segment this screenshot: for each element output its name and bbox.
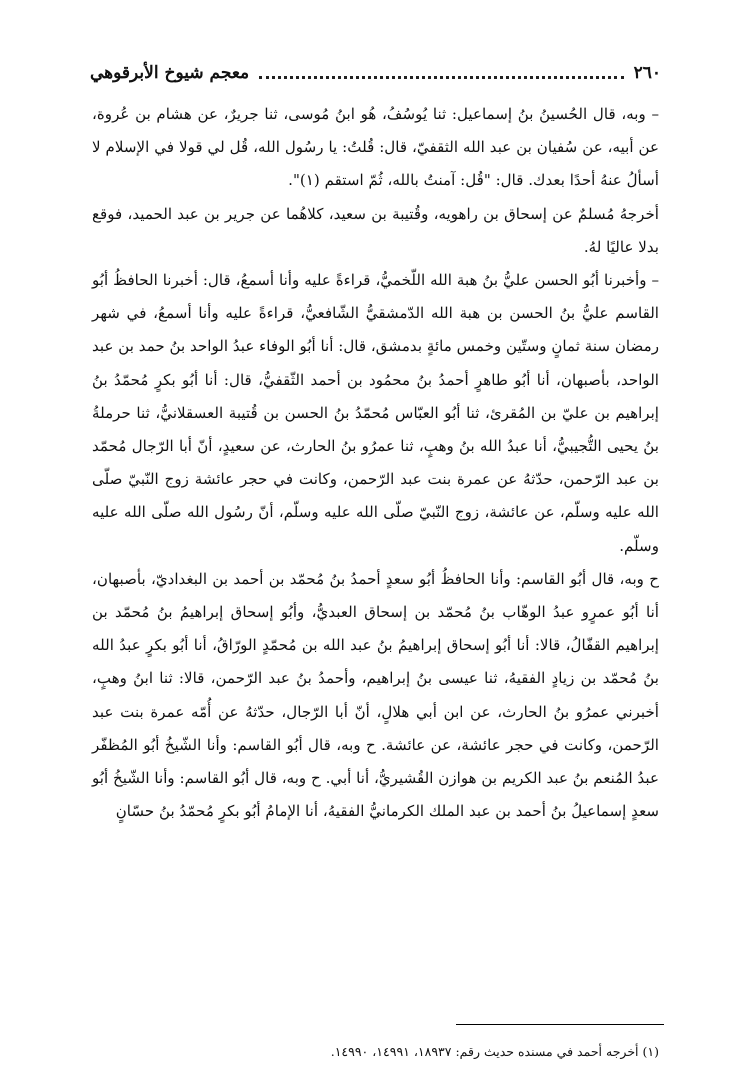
paragraph-takhrij: أخرجهُ مُسلمٌ عن إسحاق بن راهويه، وقُتيبة بن سعيد، كلاهُما عن جرير بن عبد الحميد، فوقع بدلا عاليًا لهُ. — [92, 204, 659, 256]
main-text — [92, 98, 659, 828]
book-title: معجم شيوخ الأبرقوهي — [90, 63, 250, 83]
paragraph-hadith-2: – وأخبرنا أبُو الحسن عليُّ بنُ هبة الله اللّخميُّ، قراءةً عليه وأنا أسمعُ، قال: أخبرنا الحافظُ أبُو القاسم عليُّ بنُ الحسن بن هبة الله الدّمشقيُّ الشّافعيُّ، قراءةً عليه وأنا أسمعُ، في شهر رمضان سنة ثمانٍ وستّين وخمس مائةٍ بدمشق، قال: أنا أبُو الوفاء عبدُ الواحد بنُ حمد بن عبد الواحد، بأصبهان، أنا أبُو طاهرٍ أحمدُ بنُ محمُود بن أحمد الثّقفيُّ، قال: أنا أبُو بكرٍ مُحمّدُ بنُ إبراهيم بن عليّ بن المُقرئ، ثنا أبُو العبّاس مُحمّدُ بنُ الحسن بن قُتيبة العسقلانيُّ، ثنا حرملةُ بنُ يحيى التُّجيبيُّ، أنا عبدُ الله بنُ وهبٍ، ثنا عمرُو بنُ الحارث، عن سعيدٍ، أنّ أبا الرّجال مُحمّد بن عبد الرّحمن، حدّثهُ عن عمرة بنت عبد الرّحمن، وكانت في حجر عائشة زوج النّبيّ صلّى الله عليه وسلّم، عن عائشة، زوج النّبيّ صلّى الله عليه وسلّم، أنّ رسُول الله صلّى الله عليه وسلّم. — [92, 271, 659, 555]
footnote: (١) أخرجه أحمد في مسنده حديث رقم: ١٨٩٣٧، ١٤٩٩١، ١٤٩٩٠. — [330, 1044, 659, 1059]
running-header — [90, 56, 661, 90]
paragraph-isnad: ح وبه، قال أبُو القاسم: وأنا الحافظُ أبُو سعدٍ أحمدُ بنُ مُحمّد بن أحمد بن البغداديّ، بأصبهان، أنا أبُو عمرٍو عبدُ الوهّاب بنُ مُحمّد بن إسحاق العبديُّ، وأبُو إسحاق إبراهيمُ بنُ مُحمّد بن إبراهيم القفّالُ، قالا: أنا أبُو إسحاق إبراهيمُ بنُ عبد الله بن مُحمّدٍ الورّاقُ، أنا أبُو بكرٍ عبدُ الله بنُ مُحمّد بن زيادٍ الفقيهُ، ثنا عيسى بنُ إبراهيم، وأحمدُ بنُ عبد الرّحمن، قالا: ثنا ابنُ وهبٍ، أخبرني عمرُو بنُ الحارث، عن ابن أبي هلالٍ، أنّ أبا الرّجال، حدّثهُ عن أُمّه عمرة بنت عبد الرّحمن، وكانت في حجر عائشة، عن عائشة. ح وبه، قال أبُو القاسم: وأنا الشّيخُ أبُو المُظفّر عبدُ المُنعم بنُ عبد الكريم بن هوازن القُشيريُّ، أنا أبي. ح وبه، قال أبُو القاسم: وأنا الشّيخُ أبُو سعدٍ إسماعيلُ بنُ أحمد بن عبد الملك الكرمانيُّ الفقيهُ، أنا الإمامُ أبُو بكرٍ مُحمّدُ بنُ حسّانٍ — [92, 569, 659, 821]
paragraph-hadith-1: – وبه، قال الحُسينُ بنُ إسماعيل: ثنا يُوسُفُ، هُو ابنُ مُوسى، ثنا جريرٌ، عن هشام بن عُروة، عن أبيه، عن سُفيان بن عبد الله الثقفيّ، قال: قُلتُ: يا رسُول الله، قُل لي قولا في الإسلام لا أسألُ عنهُ أحدًا بعدك. قال: "قُل: آمنتُ بالله، ثُمّ استقم (١)". — [92, 105, 659, 190]
page-number: ٢٦٠ — [633, 63, 661, 83]
header-leader-dots — [259, 76, 623, 79]
footnote-separator — [456, 1024, 664, 1025]
